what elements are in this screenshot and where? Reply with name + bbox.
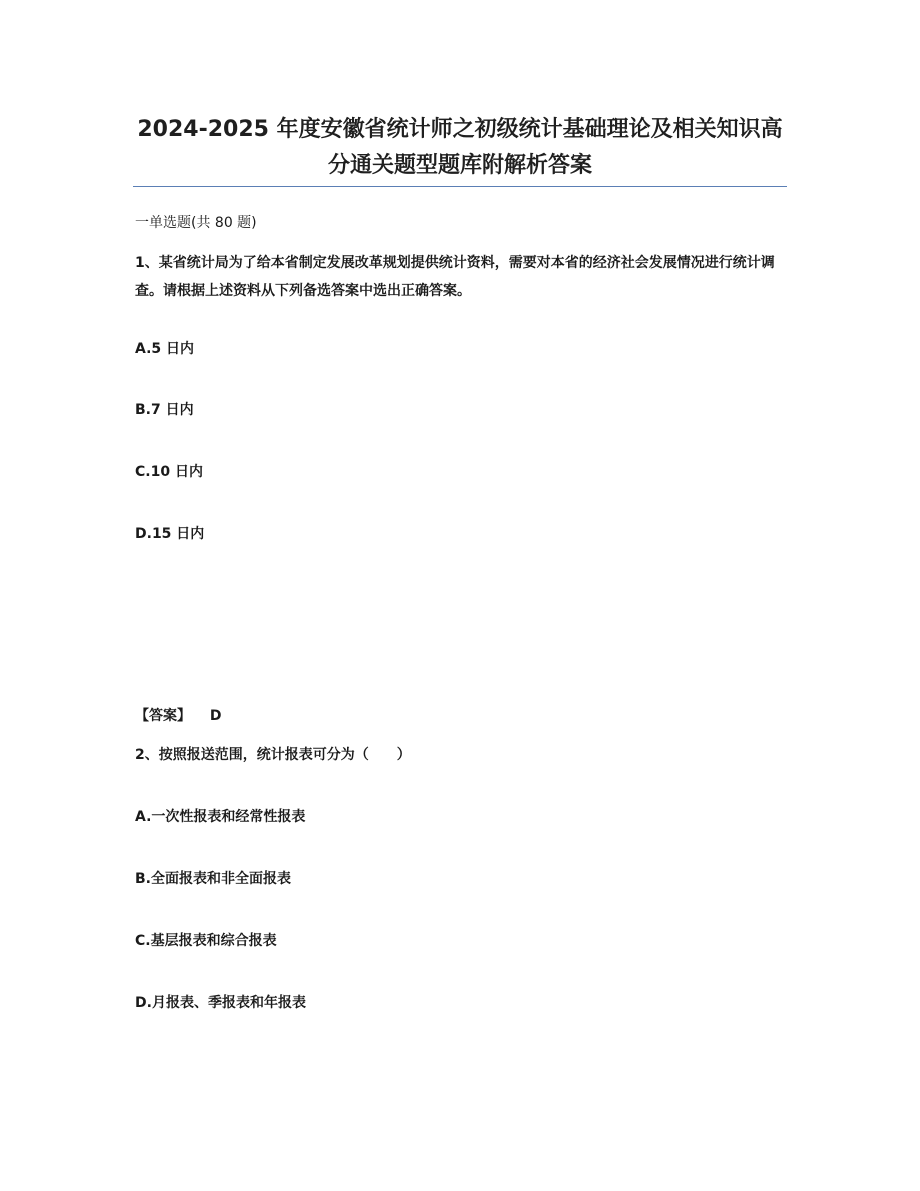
question-1-option-c: C.10 日内 — [135, 464, 203, 480]
title-divider — [133, 186, 787, 187]
question-2-option-d: D.月报表、季报表和年报表 — [135, 995, 306, 1011]
question-2-option-c: C.基层报表和综合报表 — [135, 933, 277, 949]
question-1-text: 1、某省统计局为了给本省制定发展改革规划提供统计资料，需要对本省的经济社会发展情况进行统计调查。请根据上述资料从下列备选答案中选出正确答案。 — [135, 255, 775, 299]
question-1-option-b: B.7 日内 — [135, 402, 194, 418]
question-1-option-d: D.15 日内 — [135, 526, 205, 542]
question-1-option-a: A.5 日内 — [135, 341, 195, 357]
answer-value: D — [209, 708, 222, 724]
question-1-answer — [135, 706, 222, 726]
document-title: 2024-2025 年度安徽省统计师之初级统计基础理论及相关知识高分通关题型题库附解析答案 — [137, 117, 783, 178]
question-2-option-a: A.一次性报表和经常性报表 — [135, 809, 306, 825]
question-2-option-b: B.全面报表和非全面报表 — [135, 871, 291, 887]
answer-label: 【答案】 — [135, 708, 191, 724]
question-2-text: 2、按照报送范围，统计报表可分为（ ） — [135, 747, 411, 763]
section-heading: 一单选题(共 80 题) — [135, 215, 257, 231]
